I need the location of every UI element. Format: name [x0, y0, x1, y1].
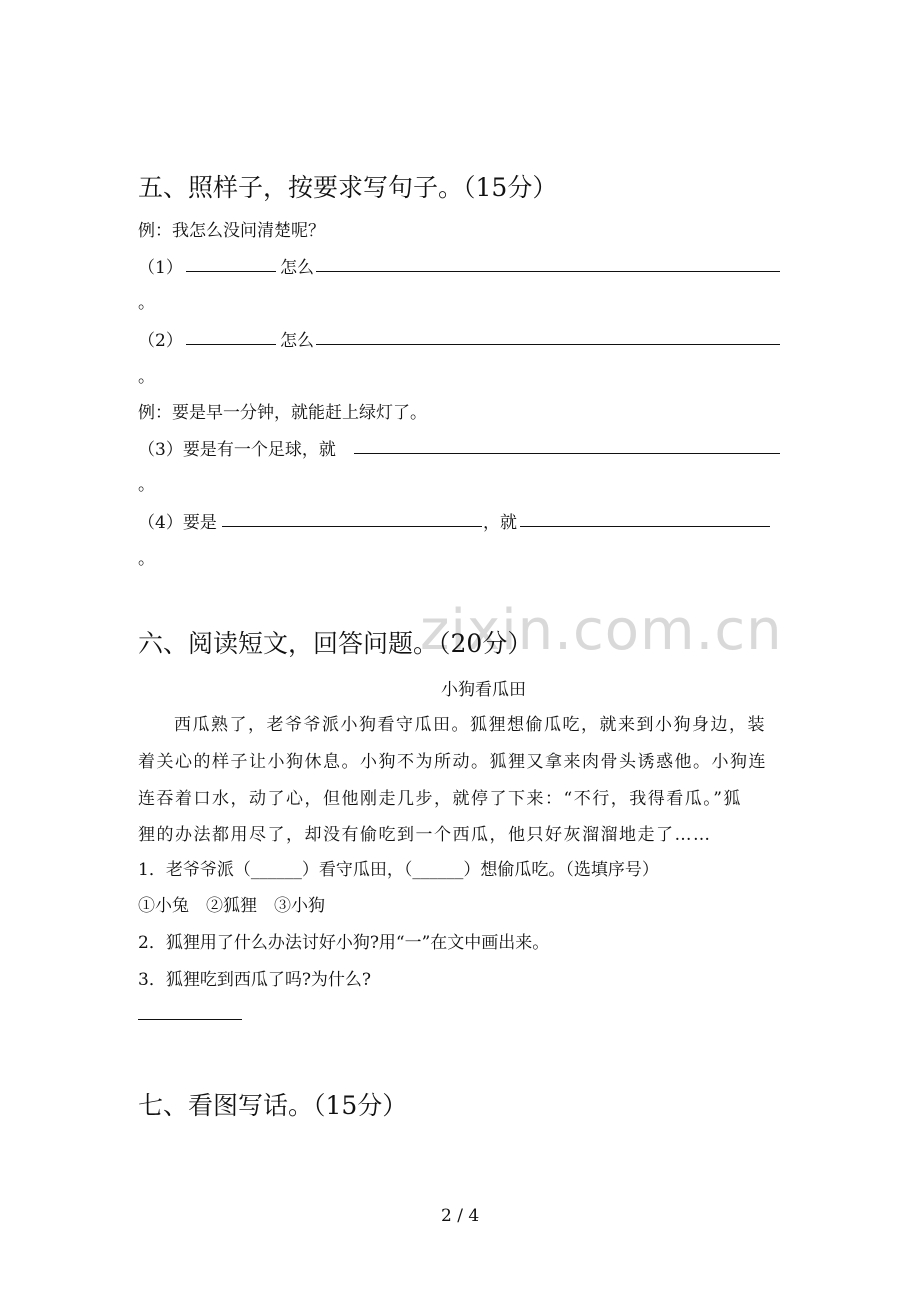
section-5-title: 五、照样子，按要求写句子。（15分） — [138, 173, 558, 202]
question-1-word: 怎么 — [280, 258, 314, 278]
story-line: 着关心的样子让小狗休息。小狗不为所动。狐狸又拿来肉骨头诱惑他。小狗连 — [138, 752, 767, 772]
answer-blank[interactable] — [186, 344, 276, 345]
answer-blank[interactable] — [186, 271, 276, 272]
answer-blank[interactable] — [316, 271, 780, 272]
watermark: zixin.com.cn — [420, 598, 783, 663]
answer-blank[interactable] — [520, 526, 770, 527]
story-line: 西瓜熟了，老爷爷派小狗看守瓜田。狐狸想偷瓜吃，就来到小狗身边，装 — [174, 715, 766, 735]
reading-question-1: 1．老爷爷派（______）看守瓜田，（______）想偷瓜吃。（选填序号） — [138, 860, 659, 880]
question-2-number: （2） — [138, 331, 183, 351]
answer-blank[interactable] — [316, 344, 780, 345]
story-line: 狸的办法都用尽了，却没有偷吃到一个西瓜，他只好灰溜溜地走了…… — [138, 825, 712, 845]
question-3-end: 。 — [138, 475, 155, 495]
story-title: 小狗看瓜田 — [441, 680, 526, 700]
page-number: 2 / 4 — [441, 1206, 480, 1226]
section-7-title: 七、看图写话。（15分） — [138, 1091, 408, 1120]
reading-question-1-options: ①小兔 ②狐狸 ③小狗 — [138, 896, 325, 916]
question-2-word: 怎么 — [280, 331, 314, 351]
question-4-end: 。 — [138, 549, 155, 569]
question-1-number: （1） — [138, 258, 183, 278]
section-6-title: 六、阅读短文，回答问题。（20分） — [138, 629, 533, 658]
question-2-end: 。 — [138, 367, 155, 387]
answer-blank[interactable] — [354, 453, 780, 454]
example-1: 例：我怎么没问清楚呢？ — [138, 221, 325, 241]
answer-blank[interactable] — [138, 1019, 242, 1020]
question-1-end: 。 — [138, 293, 155, 313]
example-2: 例：要是早一分钟，就能赶上绿灯了。 — [138, 403, 427, 423]
reading-question-3: 3．狐狸吃到西瓜了吗?为什么? — [138, 970, 372, 990]
question-4: （4）要是 — [138, 513, 217, 533]
answer-blank[interactable] — [222, 526, 482, 527]
question-3: （3）要是有一个足球，就 — [138, 440, 336, 460]
question-4-mid: ，就 — [483, 513, 517, 533]
reading-question-2: 2．狐狸用了什么办法讨好小狗?用“一”在文中画出来。 — [138, 933, 550, 953]
story-line: 连吞着口水，动了心，但他刚走几步，就停了下来：“不行，我得看瓜。”狐 — [138, 789, 742, 809]
